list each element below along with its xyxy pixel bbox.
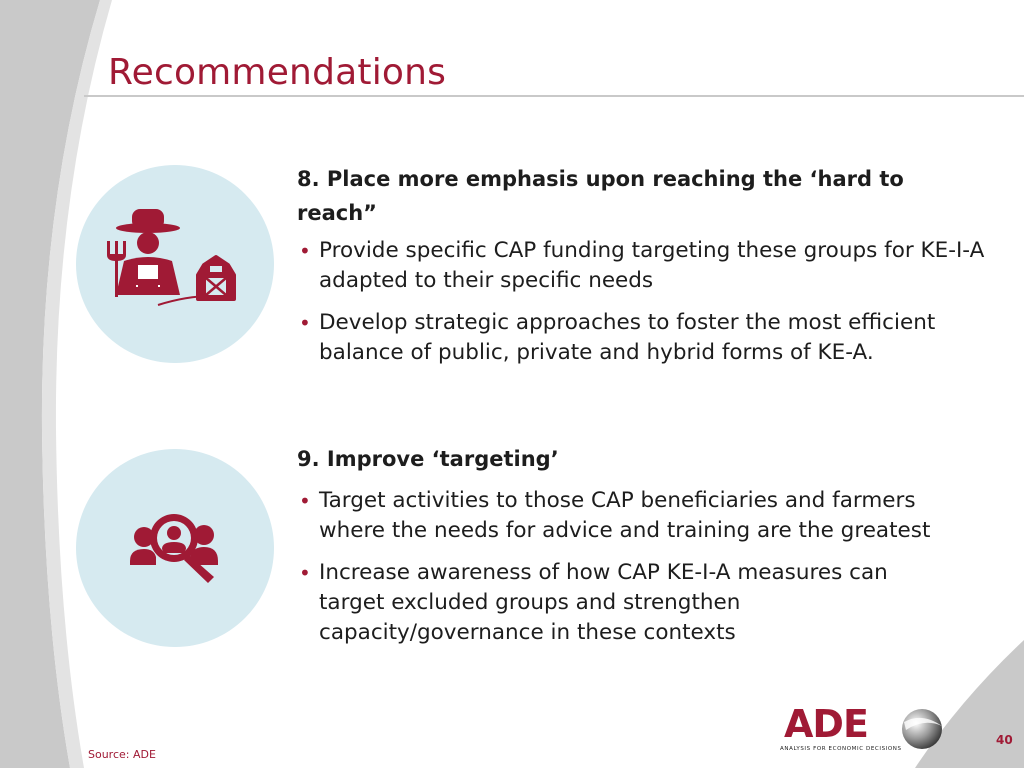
page-number: 40	[996, 733, 1013, 747]
logo-tagline: ANALYSIS FOR ECONOMIC DECISIONS	[780, 746, 902, 752]
bullet-item: • Target activities to those CAP beneficiaries and farmers where the needs for advice and training are the greatest	[297, 486, 987, 546]
page-title: Recommendations	[108, 52, 447, 93]
recommendation-9-bullets	[297, 486, 987, 648]
recommendation-8-heading: 8. Place more emphasis upon reaching the ‘hard to reach”	[297, 167, 904, 225]
people-search-icon	[76, 449, 274, 647]
bullet-item: • Increase awareness of how CAP KE-I-A measures can target excluded groups and strengthen capacity/governance in these contexts	[297, 558, 939, 648]
recommendation-8	[297, 162, 987, 368]
source-note: Source: ADE	[88, 748, 156, 761]
recommendation-9	[297, 442, 987, 648]
ade-logo	[778, 702, 948, 758]
icon-circle-2	[76, 449, 274, 647]
bullet-item: • Develop strategic approaches to foster the most efficient balance of public, private and hybrid forms of KE-A.	[297, 308, 987, 368]
bullet-item: • Provide specific CAP funding targeting these groups for KE-I-A adapted to their specific needs	[297, 236, 987, 296]
recommendation-8-bullets	[297, 236, 987, 368]
icon-circle-1	[76, 165, 274, 363]
logo-sphere-icon	[898, 704, 946, 754]
title-divider	[84, 95, 1024, 97]
recommendation-9-heading: 9. Improve ‘targeting’	[297, 447, 559, 471]
farmer-barn-icon	[76, 165, 274, 363]
logo-wordmark: ADE	[784, 702, 868, 746]
